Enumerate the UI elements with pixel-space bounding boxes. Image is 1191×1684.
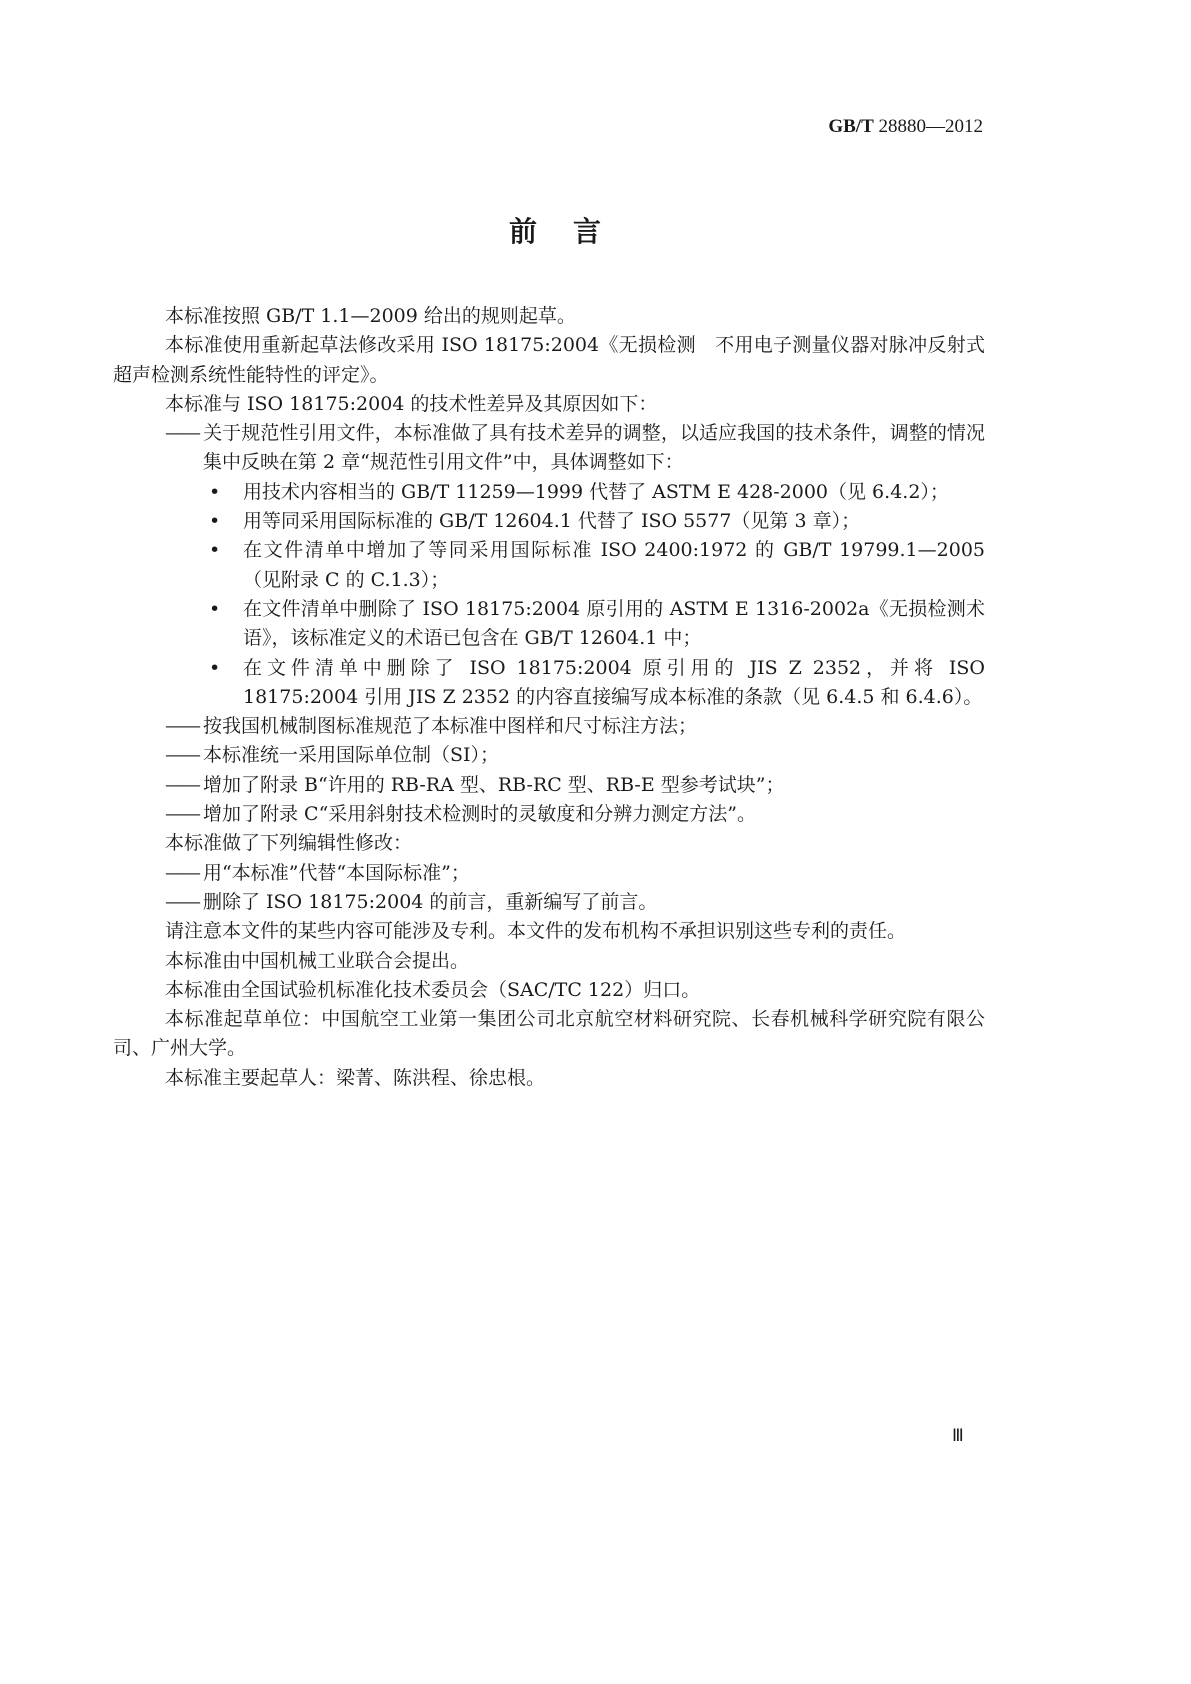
- dash-mark: ——: [165, 890, 199, 913]
- dash-item: [113, 419, 985, 478]
- dash-mark: ——: [165, 803, 199, 826]
- bullet-item: [113, 654, 985, 713]
- dash-item: [113, 888, 985, 917]
- bullet-item: [113, 536, 985, 595]
- drafters: 本标准主要起草人：梁菁、陈洪程、徐忠根。: [165, 1066, 546, 1089]
- bullet-text: 用技术内容相当的 GB/T 11259—1999 代替了 ASTM E 428-2000（见 6.4.2）；: [243, 480, 949, 503]
- dash-mark: ——: [165, 861, 199, 884]
- dash-mark: ——: [165, 744, 199, 767]
- bullet-text: 用等同采用国际标准的 GB/T 12604.1 代替了 ISO 5577（见第 3 章）；: [243, 510, 861, 533]
- bullet-mark: •: [209, 480, 221, 503]
- document-body: [113, 302, 985, 1093]
- dash-text: 增加了附录 B“许用的 RB-RA 型、RB-RC 型、RB-E 型参考试块”；: [203, 773, 785, 796]
- bullet-mark: •: [209, 510, 221, 533]
- paragraph: 本标准按照 GB/T 1.1—2009 给出的规则起草。: [165, 305, 576, 327]
- dash-text: 用“本标准”代替“本国际标准”；: [203, 861, 470, 884]
- patent-notice: 请注意本文件的某些内容可能涉及专利。本文件的发布机构不承担识别这些专利的责任。: [165, 920, 907, 943]
- dash-item: [113, 859, 985, 888]
- proposer: 本标准由中国机械工业联合会提出。: [165, 949, 470, 972]
- bullet-mark: •: [209, 656, 221, 679]
- dash-text: 增加了附录 C“采用斜射技术检测时的灵敏度和分辨力测定方法”。: [203, 803, 757, 826]
- bullet-item: [113, 478, 985, 507]
- bullet-text: 在文件清单中删除了 ISO 18175:2004 原引用的 ASTM E 1316-2002a《无损检测术语》，该标准定义的术语已包含在 GB/T 12604.1 中；: [243, 597, 985, 650]
- dash-mark: ——: [165, 422, 199, 445]
- bullet-item: [113, 595, 985, 654]
- dash-text: 删除了 ISO 18175:2004 的前言，重新编写了前言。: [203, 890, 658, 913]
- drafting-units: 本标准起草单位：中国航空工业第一集团公司北京航空材料研究院、长春机械科学研究院有限公司、广州大学。: [113, 1008, 985, 1060]
- bullet-item: [113, 507, 985, 536]
- page-title: 前言: [508, 215, 637, 248]
- dash-mark: ——: [165, 715, 199, 738]
- dash-item: [113, 771, 985, 800]
- paragraph: 本标准做了下列编辑性修改：: [165, 832, 413, 855]
- standard-code: GB/T: [828, 116, 874, 137]
- standard-number-header: [828, 116, 983, 138]
- technical-committee: 本标准由全国试验机标准化技术委员会（SAC/TC 122）归口。: [165, 978, 701, 1001]
- page-number: Ⅲ: [952, 1426, 964, 1445]
- dash-item: [113, 712, 985, 741]
- dash-text: 按我国机械制图标准规范了本标准中图样和尺寸标注方法；: [203, 715, 698, 738]
- dash-text: 关于规范性引用文件，本标准做了具有技术差异的调整，以适应我国的技术条件，调整的情况集中反映在第 2 章“规范性引用文件”中，具体调整如下：: [203, 422, 985, 474]
- paragraph: 本标准与 ISO 18175:2004 的技术性差异及其原因如下：: [165, 392, 658, 415]
- bullet-mark: •: [209, 539, 221, 562]
- dash-item: [113, 800, 985, 829]
- bullet-text: 在文件清单中删除了 ISO 18175:2004 原引用的 JIS Z 2352，并将 ISO 18175:2004 引用 JIS Z 2352 的内容直接编写成本标准的条款（见 6.4.5 和 6.4.6）。: [243, 656, 985, 708]
- dash-item: [113, 741, 985, 770]
- dash-mark: ——: [165, 773, 199, 796]
- dash-text: 本标准统一采用国际单位制（SI）；: [203, 744, 500, 767]
- bullet-mark: •: [209, 597, 221, 620]
- bullet-text: 在文件清单中增加了等同采用国际标准 ISO 2400:1972 的 GB/T 19799.1—2005（见附录 C 的 C.1.3）；: [243, 539, 985, 591]
- paragraph: 本标准使用重新起草法修改采用 ISO 18175:2004《无损检测 不用电子测量仪器对脉冲反射式超声检测系统性能特性的评定》。: [113, 334, 985, 386]
- standard-year: 28880—2012: [878, 116, 983, 137]
